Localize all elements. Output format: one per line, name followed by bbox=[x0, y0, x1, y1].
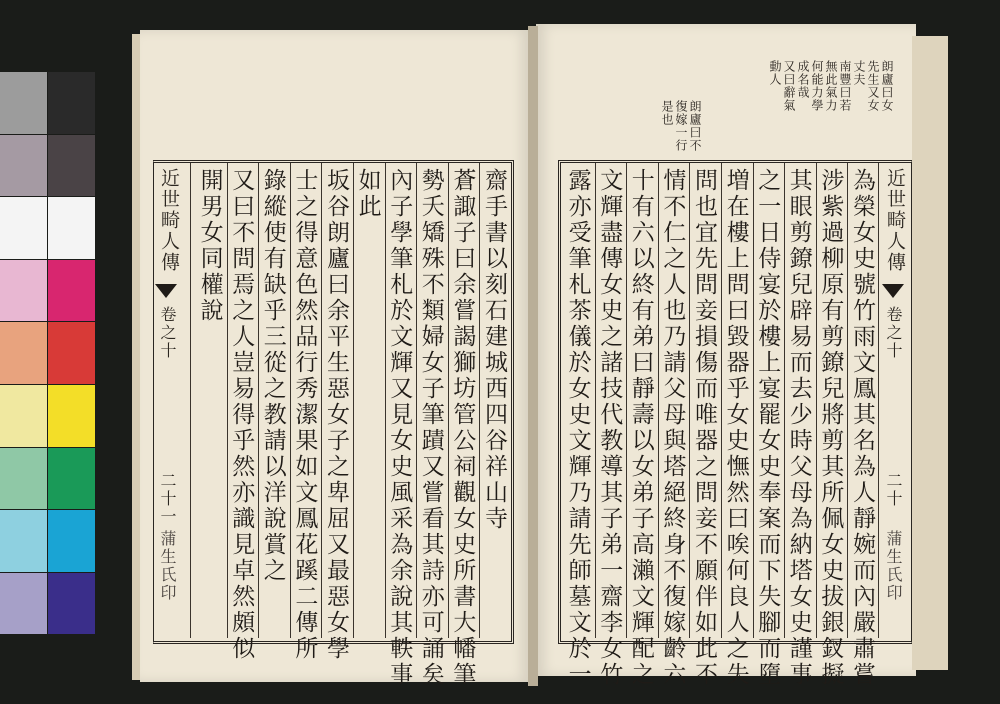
right-text-column: 問也宜先問妾損傷而唯器之問妾不願伴如此不 bbox=[691, 168, 717, 688]
column-rule bbox=[448, 163, 449, 638]
right-text-column: 為榮女史號竹雨文鳳其名為人靜婉而內嚴肅嘗 bbox=[849, 168, 875, 688]
left-text-column: 又曰不問焉之人豈易得乎然亦識見卓然頗似 bbox=[228, 168, 255, 662]
column-rule bbox=[479, 163, 480, 638]
fish-tail-mark bbox=[155, 284, 177, 298]
annotation-note: 是也 bbox=[660, 100, 674, 126]
left-margin-folio: 二十一 bbox=[158, 472, 177, 526]
annotation-note: 復嫁一行 bbox=[674, 100, 688, 152]
left-text-column: 坂谷朗廬曰余平生惡女子之卑屈又最惡女學 bbox=[323, 168, 349, 662]
right-text-column: 文輝盡傳女史之諸技代教導其子弟一齋李女竹 bbox=[596, 168, 623, 688]
column-rule bbox=[784, 163, 785, 638]
right-margin-folio: 二十 bbox=[884, 472, 903, 508]
column-rule bbox=[416, 163, 417, 638]
left-text-column: 錄縱使有缺乎三從之教請以洋說賞之 bbox=[259, 168, 286, 584]
column-rule bbox=[847, 163, 848, 638]
color-swatch bbox=[48, 510, 95, 572]
annotation-note: 朗廬曰不 bbox=[688, 100, 702, 152]
left-text-column: 如此 bbox=[354, 168, 381, 220]
left-margin-title: 近世畸人傳 bbox=[158, 168, 180, 273]
color-swatch bbox=[0, 448, 47, 510]
column-rule bbox=[658, 163, 659, 638]
color-swatch bbox=[48, 260, 95, 322]
annotation-note: 丈夫 bbox=[852, 60, 866, 86]
left-text-column: 內子學筆札於文輝又見女史風采為余說其軼事 bbox=[386, 168, 413, 688]
column-rule bbox=[353, 163, 354, 638]
color-swatch bbox=[0, 385, 47, 447]
column-rule bbox=[626, 163, 627, 638]
color-swatch bbox=[0, 322, 47, 384]
color-swatch bbox=[48, 448, 95, 510]
right-text-column: 其眼剪鐐兒辟易而去少時父母為納塔女史謹事 bbox=[785, 168, 812, 688]
color-swatch bbox=[48, 135, 95, 197]
color-swatch bbox=[0, 260, 47, 322]
color-swatch bbox=[48, 385, 95, 447]
column-rule bbox=[385, 163, 386, 638]
annotation-note: 何能力學 bbox=[810, 60, 824, 112]
right-page-edge bbox=[912, 36, 948, 670]
column-rule bbox=[321, 163, 322, 638]
right-margin-volume: 卷之十 bbox=[884, 306, 903, 360]
annotation-note: 朗廬曰女 bbox=[880, 60, 894, 112]
annotation-note: 成名哉 bbox=[796, 60, 810, 99]
annotation-note: 無此氣力 bbox=[824, 60, 838, 112]
column-rule bbox=[721, 163, 722, 638]
left-margin-volume: 卷之十 bbox=[158, 306, 177, 360]
column-rule bbox=[595, 163, 596, 638]
color-swatch bbox=[0, 573, 47, 635]
color-calibration-card bbox=[0, 72, 97, 636]
annotation-note: 動人 bbox=[768, 60, 782, 86]
color-swatch bbox=[0, 510, 47, 572]
margin-rule bbox=[878, 163, 879, 638]
color-swatch bbox=[48, 322, 95, 384]
color-swatch bbox=[0, 135, 47, 197]
book-gutter bbox=[528, 26, 538, 686]
color-swatch bbox=[0, 72, 47, 134]
right-margin-stamp: 蒲生氏印 bbox=[884, 530, 903, 602]
left-text-column: 開男女同權說 bbox=[196, 168, 223, 324]
column-rule bbox=[816, 163, 817, 638]
left-margin-stamp: 蒲生氏印 bbox=[158, 530, 177, 602]
right-text-column: 十有六以終有弟曰靜壽以女弟子高瀨文輝配之 bbox=[627, 168, 654, 688]
left-text-column: 齋手書以刻石建城西四谷祥山寺 bbox=[481, 168, 507, 532]
annotation-note: 先生又女 bbox=[866, 60, 880, 112]
left-text-column: 勢夭矯殊不類婦女子筆蹟又嘗看其詩亦可誦矣 bbox=[417, 168, 444, 688]
margin-rule bbox=[190, 163, 191, 638]
column-rule bbox=[290, 163, 291, 638]
column-rule bbox=[227, 163, 228, 638]
right-text-column: 増在樓上問曰毀器乎女史憮然曰唉何良人之失 bbox=[722, 168, 749, 688]
annotation-note: 又曰辭氣 bbox=[782, 60, 796, 112]
color-swatch bbox=[48, 197, 95, 259]
annotation-note: 南豐曰若 bbox=[838, 60, 852, 112]
color-swatch bbox=[48, 72, 95, 134]
column-rule bbox=[753, 163, 754, 638]
fish-tail-mark bbox=[882, 284, 904, 298]
color-swatch bbox=[0, 197, 47, 259]
column-rule bbox=[689, 163, 690, 638]
right-margin-title: 近世畸人傳 bbox=[884, 168, 906, 273]
right-text-column: 露亦受筆札茶儀於女史文輝乃請先師墓文於一 bbox=[564, 168, 591, 688]
right-text-column: 涉紫過柳原有剪鐐兒將剪其所佩女史拔銀釵擬 bbox=[817, 168, 844, 688]
color-swatch bbox=[48, 573, 95, 635]
right-text-column: 之一日侍宴於樓上宴罷女史奉案而下失腳而墮 bbox=[754, 168, 781, 688]
column-rule bbox=[258, 163, 259, 638]
left-text-column: 蒼諏子曰余嘗謁獅坊管公祠觀女史所書大幡筆 bbox=[449, 168, 476, 688]
right-text-column: 情不仁之人也乃請父母與塔絕終身不復嫁齡六 bbox=[659, 168, 686, 688]
left-text-column: 士之得意色然品行秀潔果如文鳳花蹊二傳所 bbox=[291, 168, 318, 662]
